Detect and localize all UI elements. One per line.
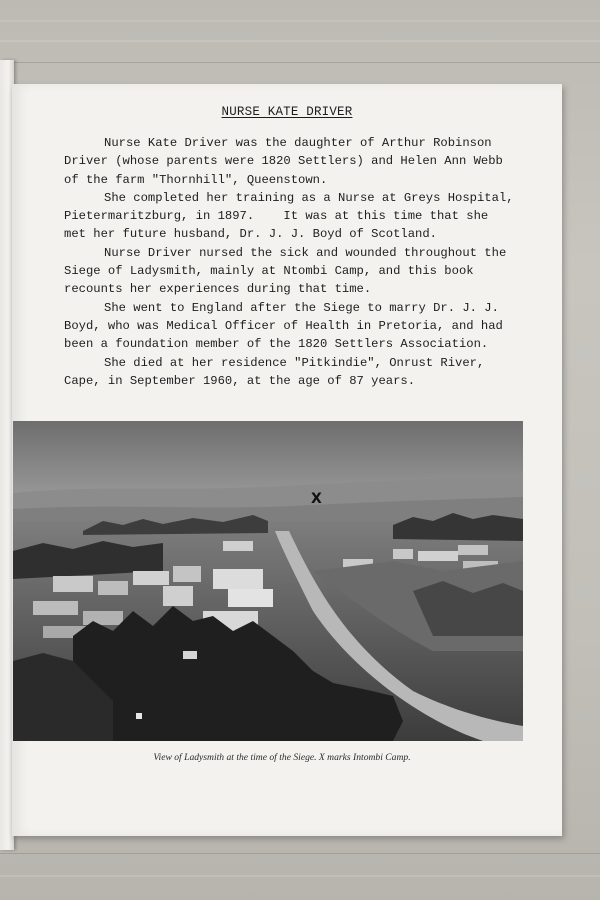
text-line: met her future husband, Dr. J. J. Boyd of Scotland. [64, 227, 437, 242]
text-line: of the farm "Thornhill", Queenstown. [64, 172, 328, 187]
wood-plank-seam [0, 62, 600, 63]
text-line: Nurse Driver nursed the sick and wounded throughout the [104, 245, 507, 260]
text-line: been a foundation member of the 1820 Settlers Association. [64, 337, 489, 352]
wood-grain [0, 40, 600, 42]
paragraph-1 [64, 134, 544, 189]
text-line: Cape, in September 1960, at the age of 87 years. [64, 373, 416, 388]
text-line: Nurse Kate Driver was the daughter of Arthur Robinson [104, 136, 492, 150]
wood-grain [0, 20, 600, 22]
text-line: She died at her residence "Pitkindie", Onrust River, [104, 355, 485, 370]
paragraph-5 [64, 354, 544, 391]
text-line: Siege of Ladysmith, mainly at Ntombi Camp, and this book [64, 264, 474, 279]
text-line: Driver (whose parents were 1820 Settlers) and Helen Ann Webb [64, 154, 503, 169]
x-mark: X [311, 491, 322, 507]
paragraph-2 [64, 189, 544, 244]
text-line: She completed her training as a Nurse at Greys Hospital, [104, 190, 514, 205]
wood-plank-seam [0, 853, 600, 854]
text-line: Boyd, who was Medical Officer of Health in Pretoria, and had [64, 318, 503, 333]
paragraph-4 [64, 299, 544, 354]
ladysmith-photograph [13, 421, 523, 741]
book-page [12, 84, 562, 836]
wood-grain [0, 875, 600, 877]
page-title: NURSE KATE DRIVER [221, 105, 353, 119]
photograph-image [13, 421, 523, 741]
paragraph-3 [64, 244, 544, 299]
photo-caption: View of Ladysmith at the time of the Siege. X marks Intombi Camp. [153, 752, 411, 763]
text-line: She went to England after the Siege to marry Dr. J. J. [104, 300, 499, 315]
text-line: Pietermaritzburg, in 1897. It was at this time that she [64, 209, 489, 224]
text-line: recounts her experiences during that time. [64, 282, 372, 297]
biography-text [64, 134, 544, 390]
